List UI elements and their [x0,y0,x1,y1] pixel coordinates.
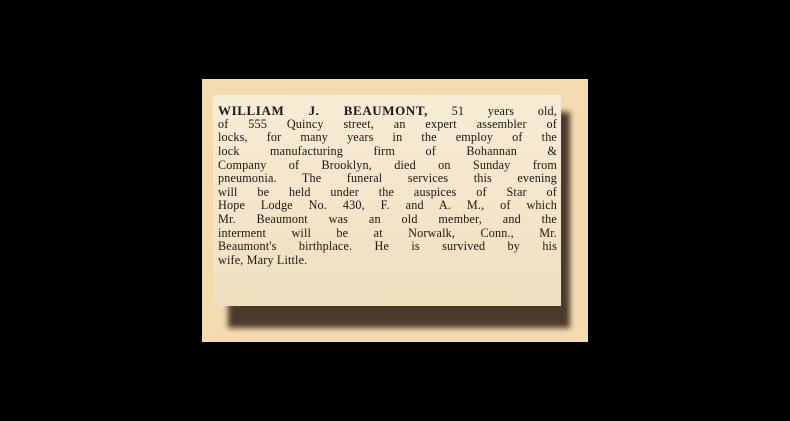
text-line: will be held under the auspices of Star of [218,184,557,199]
line-remainder: 51 years old, [428,104,558,118]
text-line: Company of Brooklyn, died on Sunday from [218,157,557,172]
text-line [218,104,557,118]
text-line: locks, for many years in the employ of the [218,130,557,145]
headline-name: WILLIAM J. BEAUMONT, [218,103,429,118]
text-line: Mr. Beaumont was an old member, and the [218,212,557,227]
newspaper-clipping [213,95,561,306]
text-line: interment will be at Norwalk, Conn., Mr. [218,225,557,240]
obituary-text [218,104,561,268]
text-line: Beaumont's birthplace. He is survived by his [218,239,557,254]
text-line: Hope Lodge No. 430, F. and A. M., of which [218,198,557,213]
text-line: pneumonia. The funeral services this evening [218,171,557,186]
text-line: lock manufacturing firm of Bohannan & [218,143,557,158]
text-line: of 555 Quincy street, an expert assembler of [218,116,557,131]
text-line: wife, Mary Little. [218,253,308,268]
